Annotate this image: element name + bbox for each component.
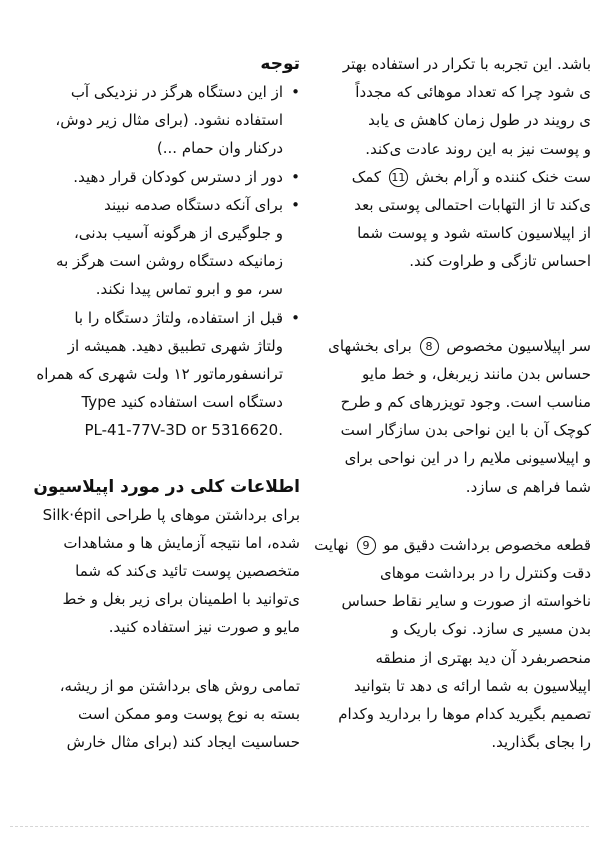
paragraph-line: اپیلاسیون به شما ارائه ی دهد تا بتوانید xyxy=(353,676,591,695)
paragraph-line: منحصربفرد آن دید بهتری از منطقه xyxy=(375,648,591,667)
figure-reference-8: 8 xyxy=(420,337,439,356)
right-column xyxy=(310,50,591,756)
paragraph-line: باشد. این تجربه با تکرار در استفاده بهتر xyxy=(342,55,591,73)
paragraph-line: کوچک آن با این نواحی بدن سازگار است xyxy=(340,421,591,440)
paragraph-line: و پوست نیز به این روند عادت ی‌کند. xyxy=(365,139,591,158)
list-item-line: دستگاه است استفاده کنید Type xyxy=(81,393,283,412)
left-column xyxy=(23,50,300,756)
paragraph-line: بدن مسیر ی سازد. نوک باریک و xyxy=(391,620,591,639)
paragraph-text: ست خنک کننده و آرام بخش xyxy=(415,167,591,186)
bullet-icon: • xyxy=(291,195,300,214)
list-item-line: ترانسفورماتور ۱۲ ولت شهری که همراه xyxy=(36,365,283,384)
paragraph-line: متخصصین پوست تائید ی‌کند که شما xyxy=(75,562,300,581)
list-item-line: ولتاژ شهری تطبیق دهید. همیشه از xyxy=(67,336,283,355)
paragraph-line: را بجای بگذارید. xyxy=(491,733,591,752)
page-bottom-rule xyxy=(10,826,589,827)
list-item xyxy=(23,78,300,163)
paragraph-line: حساس بدن مانند زیربغل، و خط مایو xyxy=(362,364,591,383)
paragraph-text: سر اپیلاسیون مخصوص xyxy=(446,336,591,355)
list-item-line: درکنار وان حمام ...) xyxy=(156,139,283,158)
caution-list xyxy=(23,78,300,445)
list-item-line: .PL-41-77V-3D or 5316620 xyxy=(84,421,283,440)
paragraph-line: و اپیلاسیونی ملایم را در این نواحی برای xyxy=(344,449,591,468)
list-item-line: از این دستگاه هرگز در نزدیکی آب xyxy=(70,83,283,101)
paragraph-line xyxy=(310,163,591,191)
paragraph-text: قطعه مخصوص برداشت دقیق مو xyxy=(383,535,591,554)
paragraph-line: ناخواسته از صورت و سایر نقاط حساس xyxy=(341,592,591,611)
paragraph-text: نهایت xyxy=(314,535,349,554)
list-item-line: دور از دسترس کودکان قرار دهید. xyxy=(73,167,283,186)
paragraph-line: شما فراهم ی سازد. xyxy=(465,477,591,496)
paragraph-line: تصمیم بگیرید کدام موها را بردارید وکدام xyxy=(338,705,591,724)
list-item-line: سر، مو و ابرو تماس پیدا نکند. xyxy=(95,280,283,299)
paragraph-line: بسته به نوع پوست ومو ممکن است xyxy=(78,704,300,723)
paragraph-line: ی‌توانید با اطمینان برای زیر بغل و خط xyxy=(62,590,300,609)
paragraph-text: کمک xyxy=(351,167,382,186)
paragraph-line xyxy=(310,531,591,559)
paragraph-line: تمامی روش های برداشتن مو از ریشه، xyxy=(59,676,300,695)
list-item xyxy=(23,191,300,304)
list-item-line: زمانیکه دستگاه روشن است هرگز به xyxy=(56,252,283,271)
list-item xyxy=(23,304,300,445)
section-heading-general-info: اطلاعات کلی در مورد اپیلاسیون xyxy=(33,476,300,497)
paragraph-line: مناسب است. وجود تویزرهای کم و طرح xyxy=(340,393,591,412)
paragraph-line: ی رویند در طول زمان کاهش ی یابد xyxy=(368,111,591,130)
paragraph-line: مایو و صورت نیز استفاده کنید. xyxy=(108,618,300,637)
paragraph-line: ی شود چرا که تعداد موهائی که مجدداً xyxy=(355,83,591,102)
paragraph-line: شده، اما نتیجه آزمایش ها و مشاهدات xyxy=(63,533,300,552)
paragraph-line: برای برداشتن موهای پا طراحی Silk·épil xyxy=(42,505,300,524)
list-item-line: و جلوگیری از هرگونه آسیب بدنی، xyxy=(73,224,283,243)
figure-reference-11: 11 xyxy=(389,168,408,187)
list-item xyxy=(23,163,300,191)
list-item-line: استفاده نشود. (برای مثال زیر دوش، xyxy=(55,111,283,130)
paragraph-line: حساسیت ایجاد کند (برای مثال خارش xyxy=(66,733,300,752)
section-heading-caution: توجه xyxy=(260,54,300,74)
paragraph-line: ی‌کند تا از التهابات احتمالی پوستی بعد xyxy=(354,196,591,215)
bullet-icon: • xyxy=(291,308,300,327)
paragraph-line: احساس تازگی و طراوت کند. xyxy=(409,252,591,271)
bullet-icon: • xyxy=(291,167,300,186)
paragraph-line: از اپیلاسیون کاسته شود و پوست شما xyxy=(357,224,591,243)
figure-reference-9: 9 xyxy=(357,536,376,555)
bullet-icon: • xyxy=(291,83,300,101)
paragraph-text: برای بخشهای xyxy=(328,336,412,355)
list-item-line: قبل از استفاده، ولتاژ دستگاه را با xyxy=(74,308,283,327)
list-item-line: برای آنکه دستگاه صدمه نبیند xyxy=(104,195,283,214)
paragraph-line xyxy=(310,332,591,360)
paragraph-line: دقت وکنترل را در برداشت موهای xyxy=(380,564,591,583)
